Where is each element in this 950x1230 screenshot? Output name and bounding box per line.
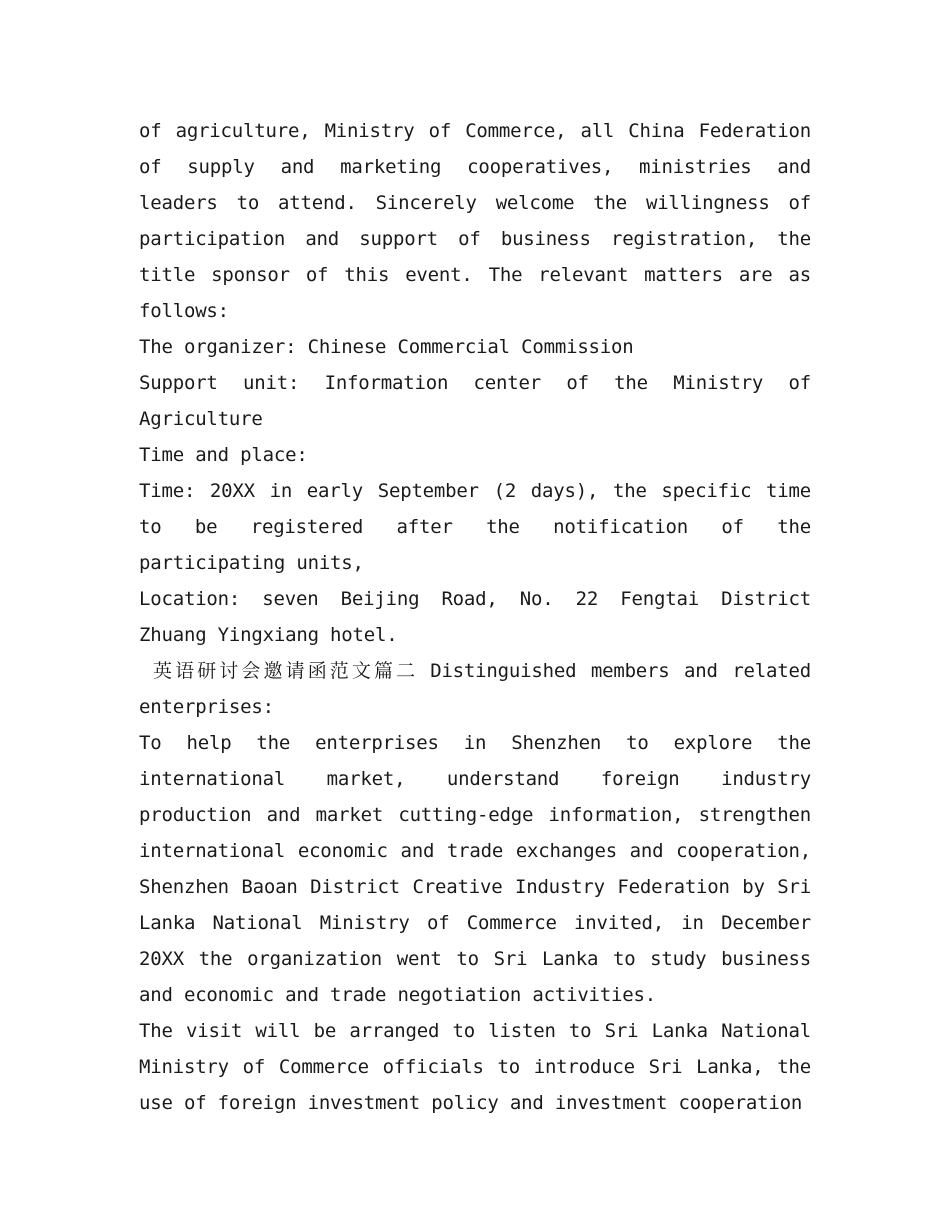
location-line: Location: seven Beijing Road, No. 22 Fengtai District Zhuang Yingxiang hotel.: [139, 588, 811, 646]
body-paragraph: The visit will be arranged to listen to Sri Lanka National Ministry of Commerce officials to introduce Sri Lanka, the use of foreign investment policy and investment cooperation: [139, 1020, 811, 1114]
support-unit-line: Support unit: Information center of the Ministry of Agriculture: [139, 372, 811, 430]
document-body: [139, 113, 811, 1121]
section-intro: Distinguished members and related enterprises:: [139, 660, 811, 718]
time-line: Time: 20XX in early September (2 days), the specific time to be registered after the notification of the participating units,: [139, 480, 811, 574]
body-paragraph: of agriculture, Ministry of Commerce, all China Federation of supply and marketing cooperatives, ministries and leaders to attend. Sincerely welcome the willingness of participation and support of business registration, the title sponsor of this event. The relevant matters are as follows:: [139, 120, 811, 322]
body-paragraph: To help the enterprises in Shenzhen to explore the international market, understand foreign industry production and market cutting-edge information, strengthen international economic and trade exchanges and cooperation, Shenzhen Baoan District Creative Industry Federation by Sri Lanka National Ministry of Commerce invited, in December 20XX the organization went to Sri Lanka to study business and economic and trade negotiation activities.: [139, 732, 811, 1006]
section-heading: 英语研讨会邀请函范文篇二: [153, 660, 419, 682]
section-heading-paragraph: [139, 653, 811, 725]
time-and-place-label: Time and place:: [139, 444, 308, 466]
organizer-line: The organizer: Chinese Commercial Commission: [139, 336, 634, 358]
